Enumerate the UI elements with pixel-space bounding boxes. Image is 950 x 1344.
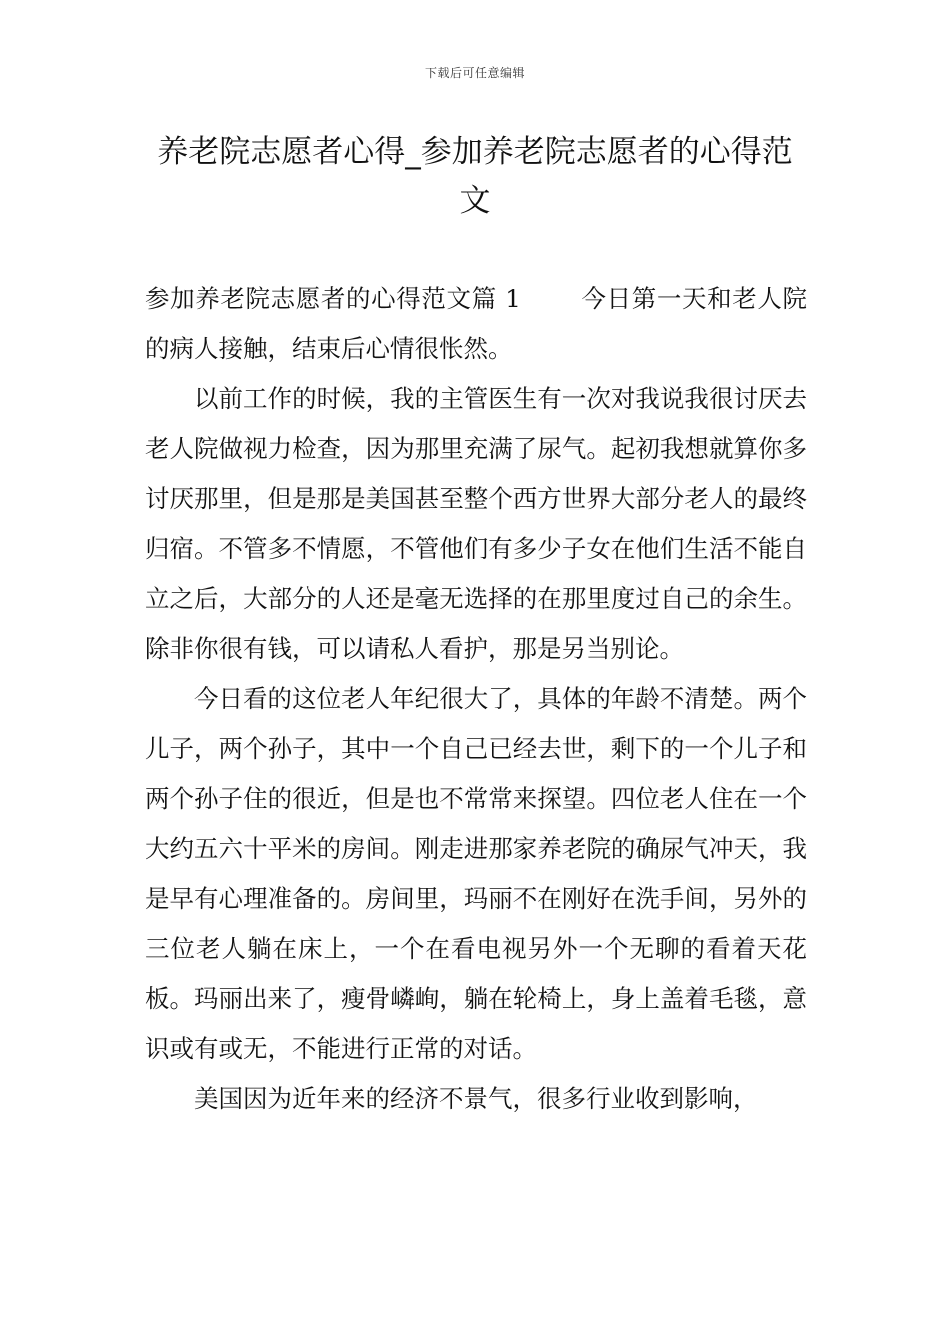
paragraph-intro [145,274,807,374]
header-note: 下载后可任意编辑 [424,66,525,80]
section-heading: 参加养老院志愿者的心得范文篇 1 [145,284,521,313]
paragraph: 今日看的这位老人年纪很大了，具体的年龄不清楚。两个儿子，两个孙子，其中一个自己已经去世，剩下的一个儿子和两个孙子住的很近，但是也不常常来探望。四位老人住在一个大约五六十平米的房间。刚走进那家养老院的确尿气冲天，我是早有心理准备的。房间里，玛丽不在刚好在洗手间，另外的三位老人躺在床上，一个在看电视另外一个无聊的看着天花板。玛丽出来了，瘦骨嶙峋，躺在轮椅上，身上盖着毛毯，意识或有或无，不能进行正常的对话。 [145,684,807,1063]
paragraph: 以前工作的时候，我的主管医生有一次对我说我很讨厌去老人院做视力检查，因为那里充满了尿气。起初我想就算你多讨厌那里，但是那是美国甚至整个西方世界大部分老人的最终归宿。不管多不情愿，不管他们有多少子女在他们生活不能自立之后，大部分的人还是毫无选择的在那里度过自己的余生。除非你很有钱，可以请私人看护，那是另当别论。 [145,384,807,663]
document-body [145,274,807,1124]
paragraph-text: 今日第一天和老人院的病人接触，结束后心情很怅然。 [145,284,807,363]
paragraph: 美国因为近年来的经济不景气，很多行业收到影响， [194,1084,758,1113]
document-title: 养老院志愿者心得_参加养老院志愿者的心得范文 [157,134,793,219]
